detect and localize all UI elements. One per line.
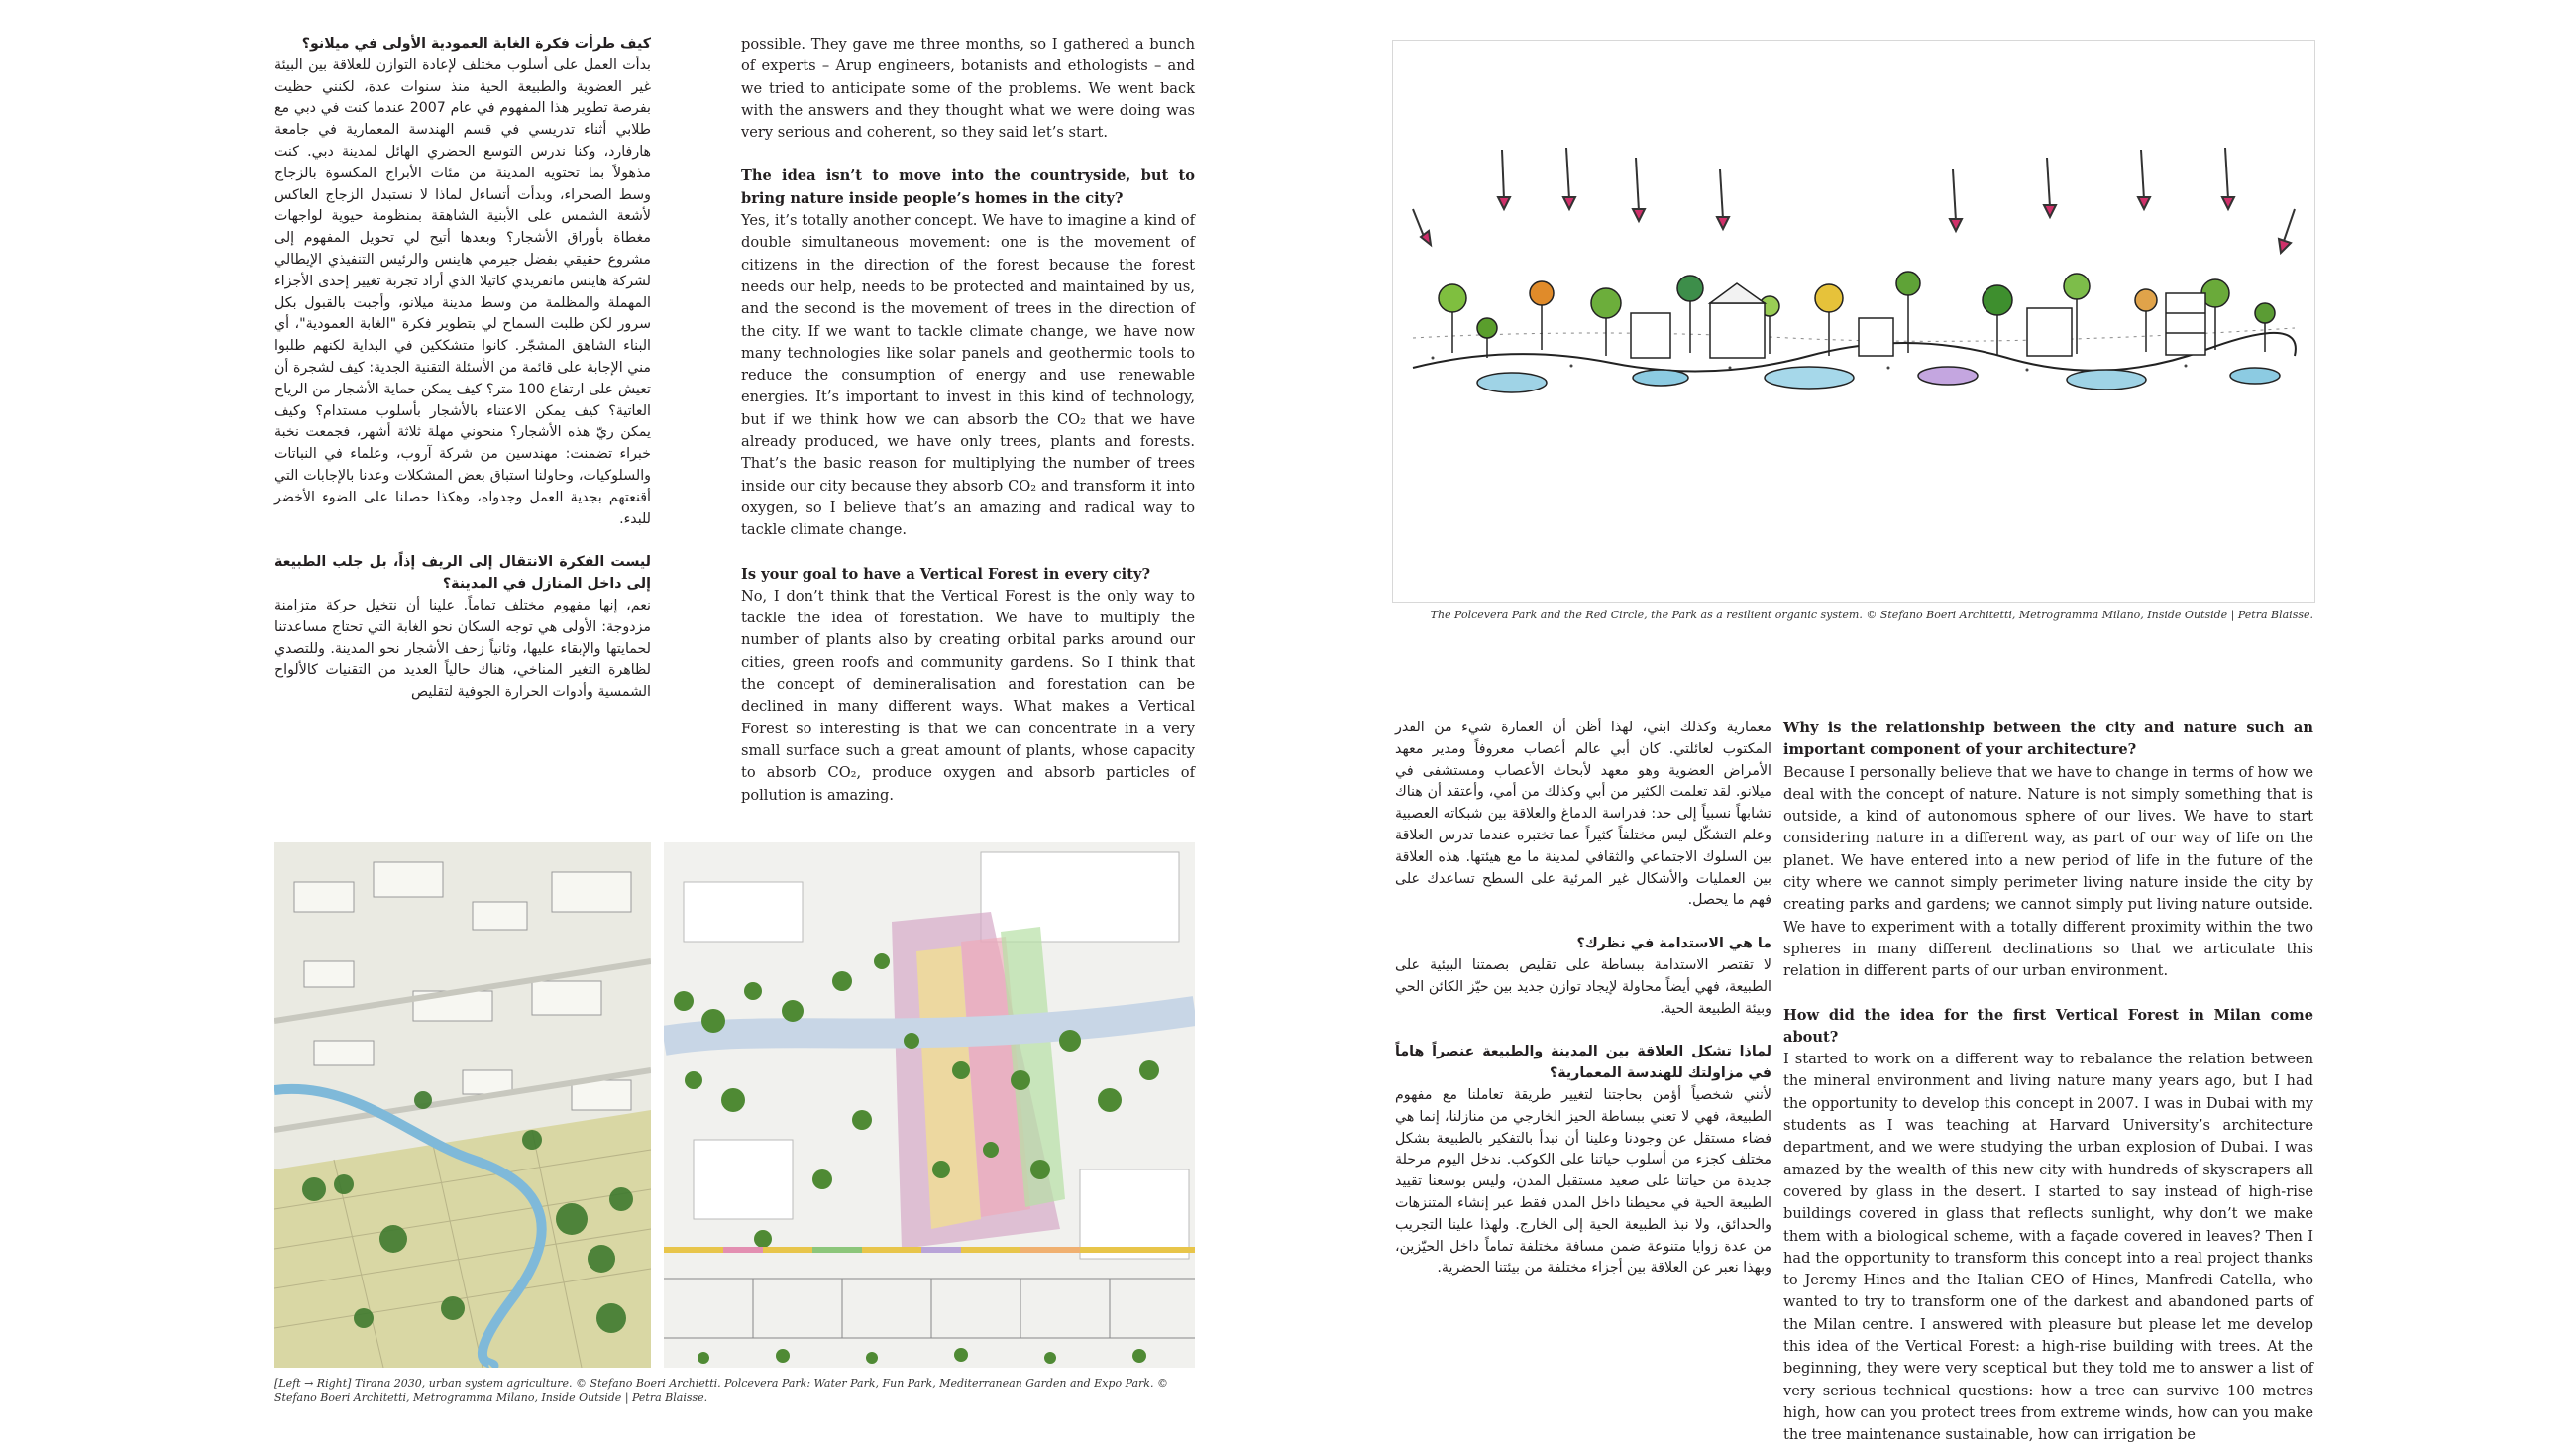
arabic-answer-2: نعم، إنها مفهوم مختلف تماماً. علينا أن نتخيل حركة متزامنة مزدوجة: الأولى هي توجه السكان نحو الغابة التي تحتاج مساعدتنا لحمايتها والإبقاء عليها، وثانياً زحف الأشجار نحو المدينة. وللتصدي لظاهرة التغير المناخي، هناك حالياً العديد من التقنيات كالألواح الشمسية وأدوات الحرارة الجوفية لتقليص (274, 597, 651, 701)
arabic-question-city-nature: لماذا تشكل العلاقة بين المدينة والطبيعة عنصراً هاماً في مزاولتك للهندسة المعمارية؟ (1395, 1044, 1771, 1082)
arabic-column-2 (1395, 718, 1771, 1280)
polcevera-sketch-figure (1392, 40, 2315, 603)
arabic-answer-1: بدأت العمل على أسلوب مختلف لإعادة التوازن للعلاقة بين البيئة غير العضوية والطبيعة الحية منذ سنوات عدة، لكنني حظيت بفرصة تطوير هذا المفهوم في عام 2007 عندما كنت في دبي مع طلابي أثناء تدريسي في قسم الهندسة المعمارية في جامعة هارفارد، وكنا ندرس التوسع الحضري الهائل لمدينة دبي. كنت مذهولاً بما تحتويه المدينة من مئات الأبراج المكسوة بالزجاج وسط الصحراء، وبدأت أتساءل لماذا لا نستبدل الزجاج العاكس لأشعة الشمس على الأبنية الشاهقة بمنظومة حيوية لواجهات مغطاة بأوراق الأشجار؟ وبعدها أتيح لي تحويل المفهوم إلى مشروع حقيقي بفضل جيرمي هاينس والرئيس التنفيذي الإيطالي لشركة هاينس مانفريدي كاتيلا الذي أراد تجربة تغيير إحدى الأجزاء المهملة والمظلمة من وسط مدينة ميلانو، وأجبت بالقبول بكل سرور لكن طلبت السماح لي بتطوير فكرة "الغابة العمودية"، أي البناء الشاهق المشجّر. كانوا متشككين في البداية لكنهم طلبوا مني الإجابة على قائمة من الأسئلة التقنية الجدية: كيف لشجرة أن تعيش على ارتفاع 100 متر؟ كيف يمكن حماية الأشجار من الرياح العاتية؟ كيف يمكن الاعتناء بالأشجار بأسلوب مستدام؟ وكيف يمكن ريّ هذه الأشجار؟ منحوني مهلة ثلاثة أشهر، فجمعت نخبة خبراء تضمنت: مهندسين من شركة آروب، وعلماء في النباتات والسلوكيات، وحاولنا استباق بعض المشكلات وعدنا بالإجابات التي أقنعتهم بجدية العمل وجدواه، وهكذا حصلنا على الضوء الأخضر للبدء. (274, 56, 652, 527)
tirana-map-drawing (274, 842, 651, 1368)
english-answer-every-city: No, I don’t think that the Vertical Forest is the only way to tackle the idea of forestation. We have to multiply the number of plants also by creating orbital parks around our cities, green roofs and community gardens. So I think that the concept of demineralisation and forestation can be declined in many different ways. What makes a Vertical Forest so interesting is that we can concentrate in a very small surface such a great amount of plants, whose capacity to absorb CO₂, produce oxygen and absorb particles of pollution is amazing. (741, 587, 1195, 804)
polcevera-sketch-drawing (1393, 41, 2314, 602)
arabic-question-sustainability: ما هي الاستدامة في نظرك؟ (1576, 936, 1771, 952)
english-question-countryside: The idea isn’t to move into the countryside, but to bring nature inside people’s homes in the city? (741, 167, 1195, 207)
bottom-figure-caption: [Left → Right] Tirana 2030, urban system agriculture. © Stefano Boeri Archietti. Polcevera Park: Water Park, Fun Park, Mediterranean Garden and Expo Park. © Stefano Boeri Architetti, Metrogramma Milano, Inside Outside | Petra Blaisse. (274, 1377, 1168, 1404)
polcevera-park-plan-figure (664, 842, 1195, 1368)
english-question-city-nature: Why is the relationship between the city and nature such an important component of your architecture? (1783, 720, 2313, 759)
arabic-answer-sustainability: لا تقتصر الاستدامة ببساطة على تقليص بصمتنا البيئية على الطبيعة، فهي أيضاً محاولة لإيجاد توازن جديد بين حيّز الكائن الحي وبيئة الطبيعة الحية. (1395, 956, 1771, 1017)
english-answer-countryside: Yes, it’s totally another concept. We have to imagine a kind of double simultaneous movement: one is the movement of citizens in the direction of the forest because the forest needs our help, needs to be protected and maintained by us, and the second is the movement of trees in the direction of the city. If we want to tackle climate change, we have now many technologies like solar panels and geothermic tools to reduce the consumption of energy and use renewable energies. It’s important to invest in this kind of technology, but if we think how we can absorb the CO₂ that we have already produced, we have only trees, plants and forests. That’s the basic reason for multiplying the number of trees inside our city because they absorb CO₂ and transform it into oxygen, so I believe that’s an amazing and radical way to tackle climate change. (741, 212, 1195, 539)
arabic-question-2: ليست الفكرة الانتقال إلى الريف إذاً، بل جلب الطبيعة إلى داخل المنازل في المدينة؟ (274, 554, 651, 593)
english-column-1 (741, 34, 1195, 807)
arabic-column-1 (274, 34, 651, 704)
top-figure-caption: The Polcevera Park and the Red Circle, the Park as a resilient organic system. © Stefano Boeri Architetti, Metrogramma Milano, Inside Outside | Petra Blaisse. (1430, 609, 2313, 621)
english-answer-city-nature: Because I personally believe that we have to change in terms of how we deal with the concept of nature. Nature is not simply something that is outside, a kind of autonomous sphere of our lives. We have to start considering nature in a different way, as part of our way of life on the planet. We have entered into a new period of life in the future of the city where we cannot simply perimeter living nature inside the city by creating parks and gardens; we cannot simply put living nature outside. We have to experiment with a totally different proximity within the two spheres in many different declinations so that we articulate this relation in different parts of our urban environment. (1783, 763, 2313, 980)
english-paragraph-continued: possible. They gave me three months, so I gathered a bunch of experts – Arup engineers, botanists and ethologists – and we tried to anticipate some of the problems. We went back with the answers and they thought what we were doing was very serious and coherent, so they said let’s start. (741, 36, 1195, 142)
polcevera-park-plan-drawing (664, 842, 1195, 1368)
arabic-question-1: كيف طرأت فكرة الغابة العمودية الأولى في ميلانو؟ (301, 36, 651, 52)
arabic-answer-city-nature: لأنني شخصياً أؤمن بحاجتنا لتغيير طريقة تعاملنا مع مفهوم الطبيعة، فهي لا تعني ببساطة الحيز الخارجي من منازلنا، إنما هي فضاء مستقل عن وجودنا وعلينا أن نبدأ بالتفكير بالطبيعة بشكل مختلف كجزء من أسلوب حياتنا على الكوكب. ندخل اليوم مرحلة جديدة من حياتنا على صعيد مستقبل المدن، وليس بوسعنا تقييد الطبيعة الحية في محيطنا داخل المدن فقط عبر إنشاء المتنزهات والحدائق، ولا نبذ الطبيعة الحية إلى الخارج. ولهذا علينا التجريب من عدة زوايا متنوعة ضمن مسافة مختلفة تماماً داخل الحيّزين، وبهذا نعبر عن العلاقة بين أجزاء مختلفة من بيئتنا الحضرية. (1395, 1086, 1771, 1277)
arrows-group (1413, 148, 2295, 253)
arabic-paragraph-continued: معمارية وكذلك ابني، لهذا أظن أن العمارة شيء من القدر المكتوب لعائلتي. كان أبي عالم أعصاب معروفاً ومدير معهد الأمراض العضوية وهو معهد لأبحاث الأعصاب ومستشفى في ميلانو. لقد تعلمت الكثير من أبي وكذلك من أمي، وأعتقد أن هناك تشابهاً نسبياً إلى حد: فدراسة الدماغ والعلاقة بين شبكاته العصبية وعلم التشكّل ليس مختلفاً كثيراً عما تختبره عندما تدرس العلاقة بين السلوك الاجتماعي والثقافي لمدينة ما مع هيئتها. هذه العلاقة بين العمليات والأشكال غير المرئية على السطح تساعدك على فهم ما يحصل. (1395, 720, 1771, 909)
english-question-vertical-forest: How did the idea for the first Vertical Forest in Milan come about? (1783, 1006, 2313, 1046)
english-column-2 (1783, 718, 2313, 1447)
english-answer-vertical-forest: I started to work on a different way to rebalance the relation between the mineral environment and living nature many years ago, but I had the opportunity to develop this concept in 2007. I was in Dubai with my students as I was teaching at Harvard University’s architecture department, and we were studying the urban explosion of Dubai. I was amazed by the wealth of this new city with hundreds of skyscrapers all covered by glass in the desert. I started to say instead of high-rise buildings covered in glass that reflects sunlight, why don’t we make them with a biological scheme, with a façade covered in leaves? Then I had the opportunity to transform this concept into a real project thanks to Jeremy Hines and the Italian CEO of Hines, Manfredi Catella, who wanted to try to transform one of the darkest and abandoned parts of the Milan centre. I answered with pleasure but please let me develop this idea of the Vertical Forest: a high-rise building with trees. At the beginning, they were very sceptical but they told me to answer a list of very serious technical questions: how a tree can survive 100 metres high, how can you protect trees from extreme winds, how can you make the tree maintenance sustainable, how can irrigation be (1783, 1051, 2313, 1444)
english-question-every-city: Is your goal to have a Vertical Forest in every city? (741, 565, 1150, 583)
tirana-map-figure (274, 842, 651, 1368)
